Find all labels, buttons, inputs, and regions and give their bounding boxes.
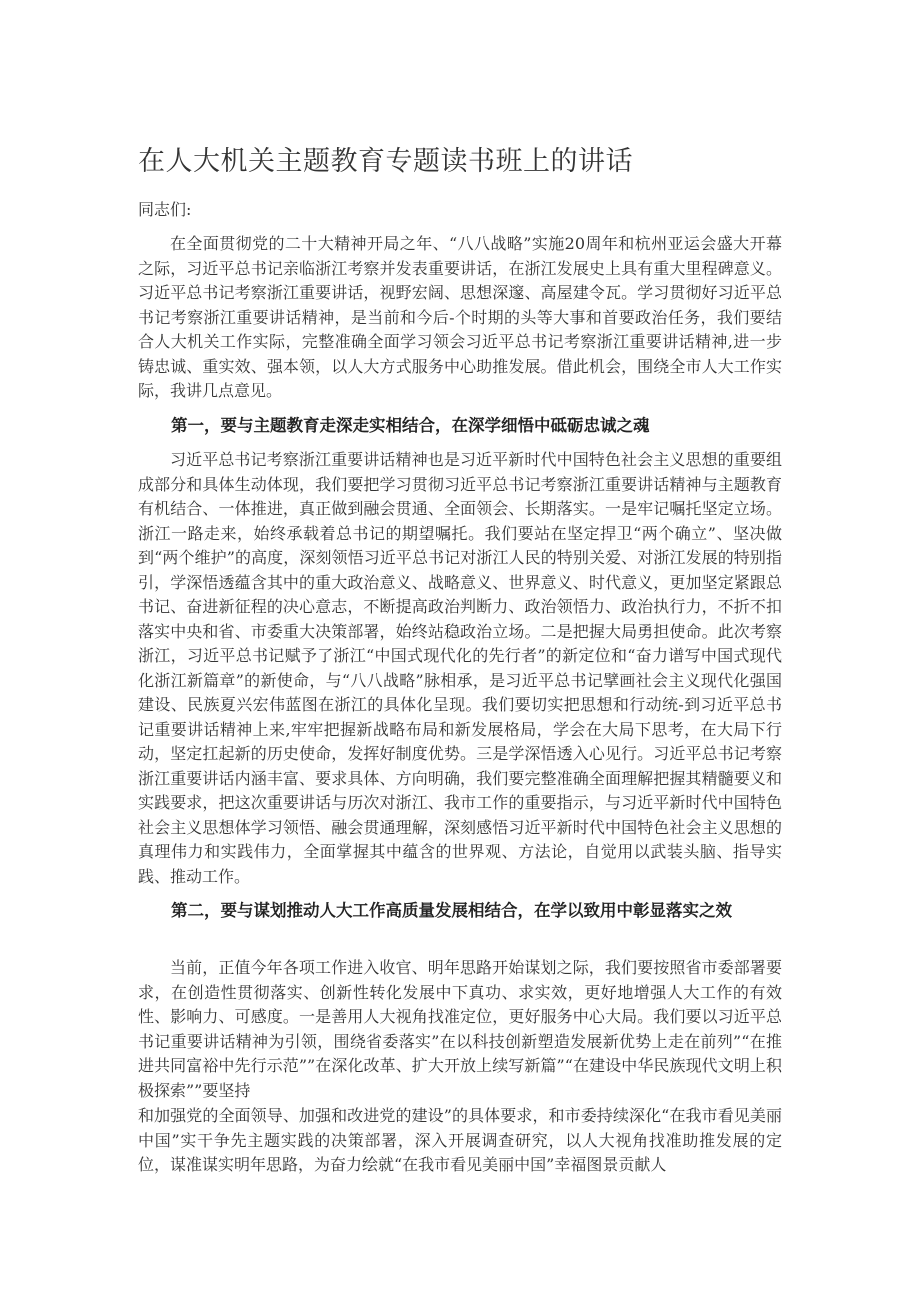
intro-paragraph: 在全面贯彻党的二十大精神开局之年、“八八战略”实施20周年和杭州亚运会盛大开幕之际，习近平总书记亲临浙江考察并发表重要讲话，在浙江发展史上具有重大里程碑意义。习近平总书记考察浙江重要讲话，视野宏阔、思想深邃、高屋建令瓦。学习贯彻好习近平总书记考察浙江重要讲话精神，是当前和今后-个时期的头等大事和首要政治任务，我们要结合人大机关工作实际，完整准确全面学习领会习近平总书记考察浙江重要讲话精神,进一步铸忠诚、重实效、强本领，以人大方式服务中心助推发展。借此机会，围绕全市人大工作实际，我讲几点意见。 (138, 234, 782, 400)
section-heading-2: 第二，要与谋划推动人大工作高质量发展相结合，在学以致用中彰显落实之效 (171, 901, 732, 920)
page-title: 在人大机关主题教育专题读书班上的讲话 (138, 146, 633, 177)
section-body-2: 当前，正值今年各项工作进入收官、明年思路开始谋划之际，我们要按照省市委部署要求，在创造性贯彻落实、创新性转化发展中下真功、求实效，更好地增强人大工作的有效性、影响力、可感度。一是善用人大视角找准定位，更好服务中心大局。我们要以习近平总书记重要讲话精神为引领，围绕省委落实”在以科技创新塑造发展新优势上走在前列”“在推进共同富裕中先行示范””在深化改革、扩大开放上续写新篇”“在建设中华民族现代文明上积极探索””要坚持 (138, 958, 782, 1100)
section-body-1: 习近平总书记考察浙江重要讲话精神也是习近平新时代中国特色社会主义思想的重要组成部分和具体生动体现，我们要把学习贯彻习近平总书记考察浙江重要讲话精神与主题教育有机结合、一体推进，真正做到融会贯通、全面领会、长期落实。一是牢记嘱托坚定立场。浙江一路走来，始终承载着总书记的期望嘱托。我们要站在坚定捍卫“两个确立”、坚决做到“两个维护”的高度，深刻领悟习近平总书记对浙江人民的特别关爱、对浙江发展的特别指引，学深悟透蕴含其中的重大政治意义、战略意义、世界意义、时代意义，更加坚定紧跟总书记、奋进新征程的决心意志，不断提高政治判断力、政治领悟力、政治执行力，不折不扣落实中央和省、市委重大决策部署，始终站稳政治立场。二是把握大局勇担使命。此次考察浙江，习近平总书记赋予了浙江“中国式现代化的先行者”的新定位和“奋力谱写中国式现代化浙江新篇章”的新使命，与“八八战略”脉相承，是习近平总书记擘画社会主义现代化强国建设、民族夏兴宏伟蓝图在浙江的具体化呈现。我们要切实把思想和行动统-到习近平总书记重要讲话精神上来,牢牢把握新战略布局和新发展格局，学会在大局下思考，在大局下行动，坚定扛起新的历史使命，发挥好制度优势。三是学深悟透入心见行。习近平总书记考察浙江重要讲话内涵丰富、要求具体、方向明确，我们要完整准确全面理解把握其精髓要义和实践要求，把这次重要讲话与历次对浙江、我市工作的重要指示，与习近平新时代中国特色社会主义思想体学习领悟、融会贯通理解，深刻感悟习近平新时代中国特色社会主义思想的真理伟力和实践伟力，全面掌握其中蕴含的世界观、方法论，自觉用以武装头脑、指导实践、推动工作。 (138, 450, 782, 886)
section-heading-1: 第一，要与主题教育走深走实相结合，在深学细悟中砥砺忠诚之魂 (171, 416, 650, 435)
salutation: 同志们: (138, 200, 192, 219)
section-body-2-continued: 和加强党的全面领导、加强和改进党的建设”的具体要求，和市委持续深化“在我市看见美丽中国”实干争先主题实践的决策部署，深入开展调查研究，以人大视角找准助推发展的定位，谋准谋实明年思路，为奋力绘就“在我市看见美丽中国”幸福图景贡献人 (138, 1106, 782, 1174)
